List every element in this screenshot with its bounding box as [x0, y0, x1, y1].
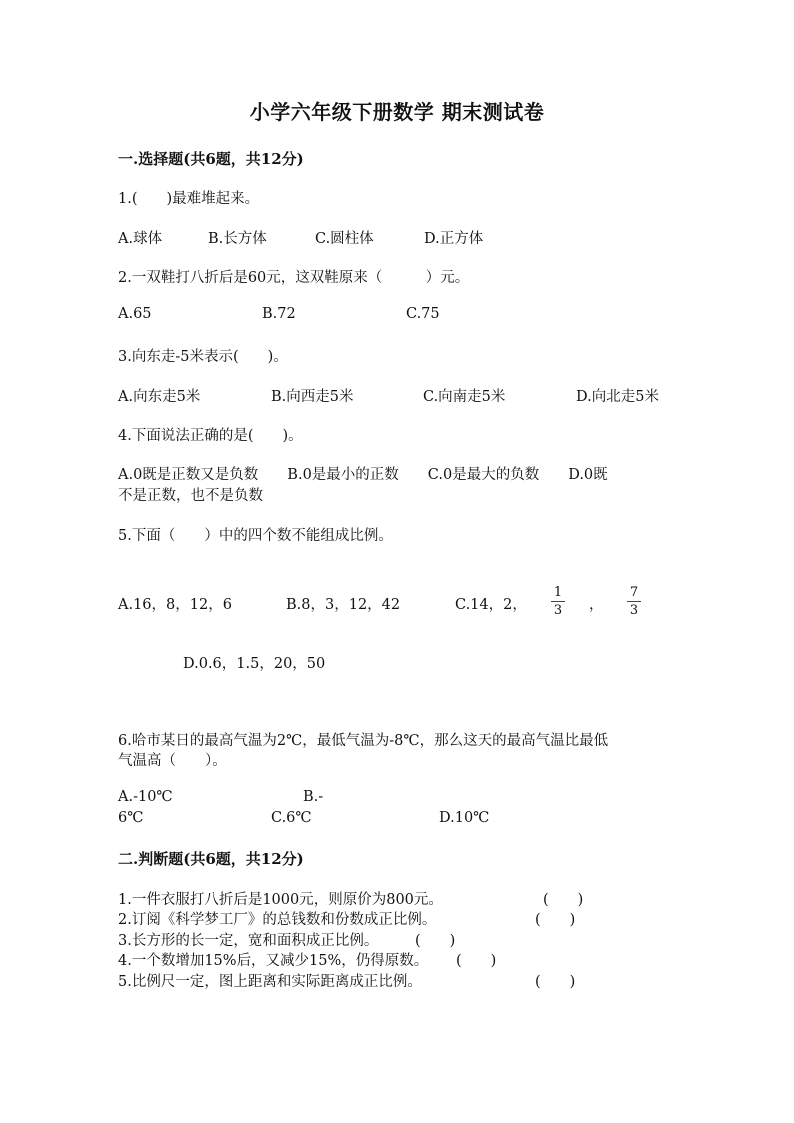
question-4-options-line-1: A.0既是正数又是负数 B.0是最小的正数 C.0是最大的负数 D.0既 [118, 467, 608, 483]
question-5-option-a: A.16，8，12，6 [118, 597, 232, 613]
question-6-stem-line-1: 6.哈市某日的最高气温为2℃，最低气温为-8℃，那么这天的最高气温比最低 [118, 733, 609, 749]
question-3-option-b: B.向西走5米 [271, 389, 354, 405]
fraction-numerator: 7 [629, 585, 639, 600]
question-6-option-a: A.-10℃ [118, 789, 173, 805]
section-header-judge: 二.判断题(共6题，共12分) [118, 850, 304, 868]
section-header-choice: 一.选择题(共6题，共12分) [118, 150, 304, 168]
judge-item-5-answer-paren: ( ) [535, 974, 576, 990]
judge-item-1: 1.一件衣服打八折后是1000元，则原价为800元。 [118, 892, 443, 908]
judge-item-4: 4.一个数增加15%后，又减少15%，仍得原数。 [118, 953, 429, 969]
question-6-stem-line-2: 气温高（ ）。 [118, 753, 227, 769]
question-4-stem: 4.下面说法正确的是( )。 [118, 428, 303, 444]
question-4-options-line-2: 不是正数，也不是负数 [118, 488, 263, 504]
question-6-option-d: D.10℃ [439, 810, 490, 826]
judge-item-2-answer-paren: ( ) [535, 912, 576, 928]
fraction-bar [551, 601, 565, 602]
question-6-option-c: C.6℃ [271, 810, 312, 826]
judge-item-1-answer-paren: ( ) [543, 892, 584, 908]
judge-item-5: 5.比例尺一定，图上距离和实际距离成正比例。 [118, 974, 422, 990]
question-1-option-a: A.球体 [118, 231, 163, 247]
question-1-stem: 1.( )最难堆起来。 [118, 191, 260, 207]
question-2-stem: 2.一双鞋打八折后是60元，这双鞋原来（ ）元。 [118, 270, 470, 286]
fraction-seven-thirds [627, 585, 641, 618]
question-2-option-a: A.65 [118, 306, 152, 322]
question-1-option-d: D.正方体 [424, 231, 484, 247]
fraction-bar [627, 601, 641, 602]
question-3-option-d: D.向北走5米 [576, 389, 659, 405]
question-5-option-b: B.8，3，12，42 [286, 597, 401, 613]
question-5-stem: 5.下面（ ）中的四个数不能组成比例。 [118, 528, 393, 544]
question-1-option-b: B.长方体 [208, 231, 267, 247]
question-1-option-c: C.圆柱体 [315, 231, 374, 247]
judge-item-3: 3.长方形的长一定，宽和面积成正比例。 [118, 933, 379, 949]
question-6-option-b-part-1: B.- [303, 789, 324, 805]
question-5-option-d: D.0.6，1.5，20，50 [183, 656, 326, 672]
question-5-option-c: C.14，2， [455, 597, 527, 613]
judge-item-3-answer-paren: ( ) [415, 933, 456, 949]
fraction-numerator: 1 [553, 585, 563, 600]
question-2-option-c: C.75 [406, 306, 440, 322]
question-2-option-b: B.72 [262, 306, 296, 322]
fraction-denominator: 3 [553, 603, 563, 618]
question-3-stem: 3.向东走-5米表示( )。 [118, 349, 288, 365]
question-5-option-c-comma: ， [589, 597, 604, 613]
judge-item-4-answer-paren: ( ) [456, 953, 497, 969]
question-3-option-c: C.向南走5米 [423, 389, 506, 405]
question-6-option-b-part-2: 6℃ [118, 810, 144, 826]
judge-item-2: 2.订阅《科学梦工厂》的总钱数和份数成正比例。 [118, 912, 437, 928]
fraction-one-third [551, 585, 565, 618]
fraction-denominator: 3 [629, 603, 639, 618]
page-title: 小学六年级下册数学 期末测试卷 [249, 100, 545, 124]
question-3-option-a: A.向东走5米 [118, 389, 201, 405]
